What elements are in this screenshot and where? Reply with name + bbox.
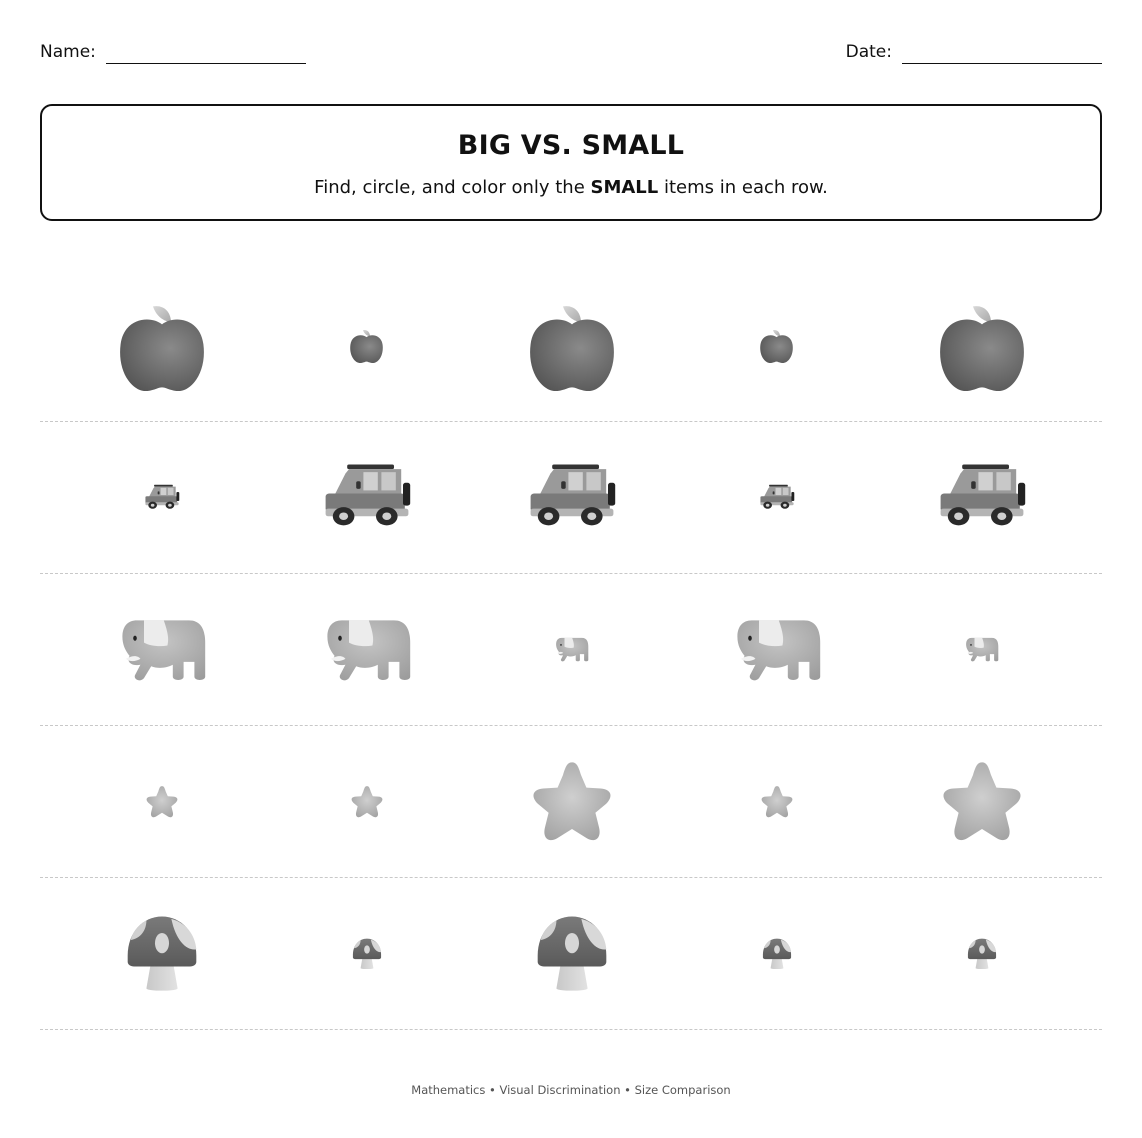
big-elephant-item[interactable] — [674, 574, 879, 725]
star-icon — [759, 784, 795, 820]
item-row-jeep — [40, 422, 1102, 574]
jeep-icon — [144, 483, 180, 513]
item-rows — [40, 270, 1102, 1030]
jeep-icon — [759, 483, 795, 513]
star-icon — [144, 784, 180, 820]
star-icon — [937, 757, 1027, 847]
instructions-suffix: items in each row. — [658, 177, 828, 198]
item-row-elephant — [40, 574, 1102, 726]
big-mushroom-item[interactable] — [59, 878, 264, 1029]
footer-subjects: Mathematics • Visual Discrimination • Size Comparison — [411, 1083, 731, 1097]
jeep-icon — [322, 460, 412, 536]
item-row-apple — [40, 270, 1102, 422]
elephant-icon — [964, 635, 999, 664]
date-blank-line[interactable] — [902, 46, 1102, 64]
name-field — [40, 40, 306, 64]
small-elephant-item[interactable] — [879, 574, 1084, 725]
worksheet-header — [40, 40, 1102, 64]
big-star-item[interactable] — [469, 726, 674, 877]
elephant-icon — [117, 613, 207, 687]
instructions — [42, 177, 1100, 198]
big-elephant-item[interactable] — [59, 574, 264, 725]
small-jeep-item[interactable] — [674, 422, 879, 573]
mushroom-icon — [966, 938, 998, 970]
small-star-item[interactable] — [674, 726, 879, 877]
big-mushroom-item[interactable] — [469, 878, 674, 1029]
small-apple-item[interactable] — [264, 270, 469, 421]
name-label: Name: — [40, 42, 96, 62]
instructions-emphasis: SMALL — [590, 177, 659, 198]
big-apple-item[interactable] — [59, 270, 264, 421]
mushroom-icon — [351, 938, 383, 970]
mushroom-icon — [123, 915, 201, 993]
big-jeep-item[interactable] — [879, 422, 1084, 573]
apple-icon — [349, 328, 384, 363]
small-mushroom-item[interactable] — [674, 878, 879, 1029]
apple-icon — [117, 301, 207, 391]
elephant-icon — [322, 613, 412, 687]
small-star-item[interactable] — [59, 726, 264, 877]
name-blank-line[interactable] — [106, 46, 306, 64]
mushroom-icon — [533, 915, 611, 993]
elephant-icon — [732, 613, 822, 687]
elephant-icon — [554, 635, 589, 664]
item-row-star — [40, 726, 1102, 878]
big-jeep-item[interactable] — [264, 422, 469, 573]
jeep-icon — [937, 460, 1027, 536]
small-mushroom-item[interactable] — [879, 878, 1084, 1029]
big-apple-item[interactable] — [879, 270, 1084, 421]
instructions-prefix: Find, circle, and color only the — [314, 177, 591, 198]
big-elephant-item[interactable] — [264, 574, 469, 725]
small-jeep-item[interactable] — [59, 422, 264, 573]
title-box — [40, 104, 1102, 221]
big-star-item[interactable] — [879, 726, 1084, 877]
small-mushroom-item[interactable] — [264, 878, 469, 1029]
mushroom-icon — [761, 938, 793, 970]
small-apple-item[interactable] — [674, 270, 879, 421]
apple-icon — [759, 328, 794, 363]
apple-icon — [937, 301, 1027, 391]
small-elephant-item[interactable] — [469, 574, 674, 725]
date-field — [846, 40, 1102, 64]
date-label: Date: — [845, 42, 892, 62]
item-row-mushroom — [40, 878, 1102, 1030]
big-jeep-item[interactable] — [469, 422, 674, 573]
jeep-icon — [527, 460, 617, 536]
worksheet-title: BIG VS. SMALL — [457, 130, 685, 161]
small-star-item[interactable] — [264, 726, 469, 877]
star-icon — [349, 784, 385, 820]
star-icon — [527, 757, 617, 847]
big-apple-item[interactable] — [469, 270, 674, 421]
apple-icon — [527, 301, 617, 391]
